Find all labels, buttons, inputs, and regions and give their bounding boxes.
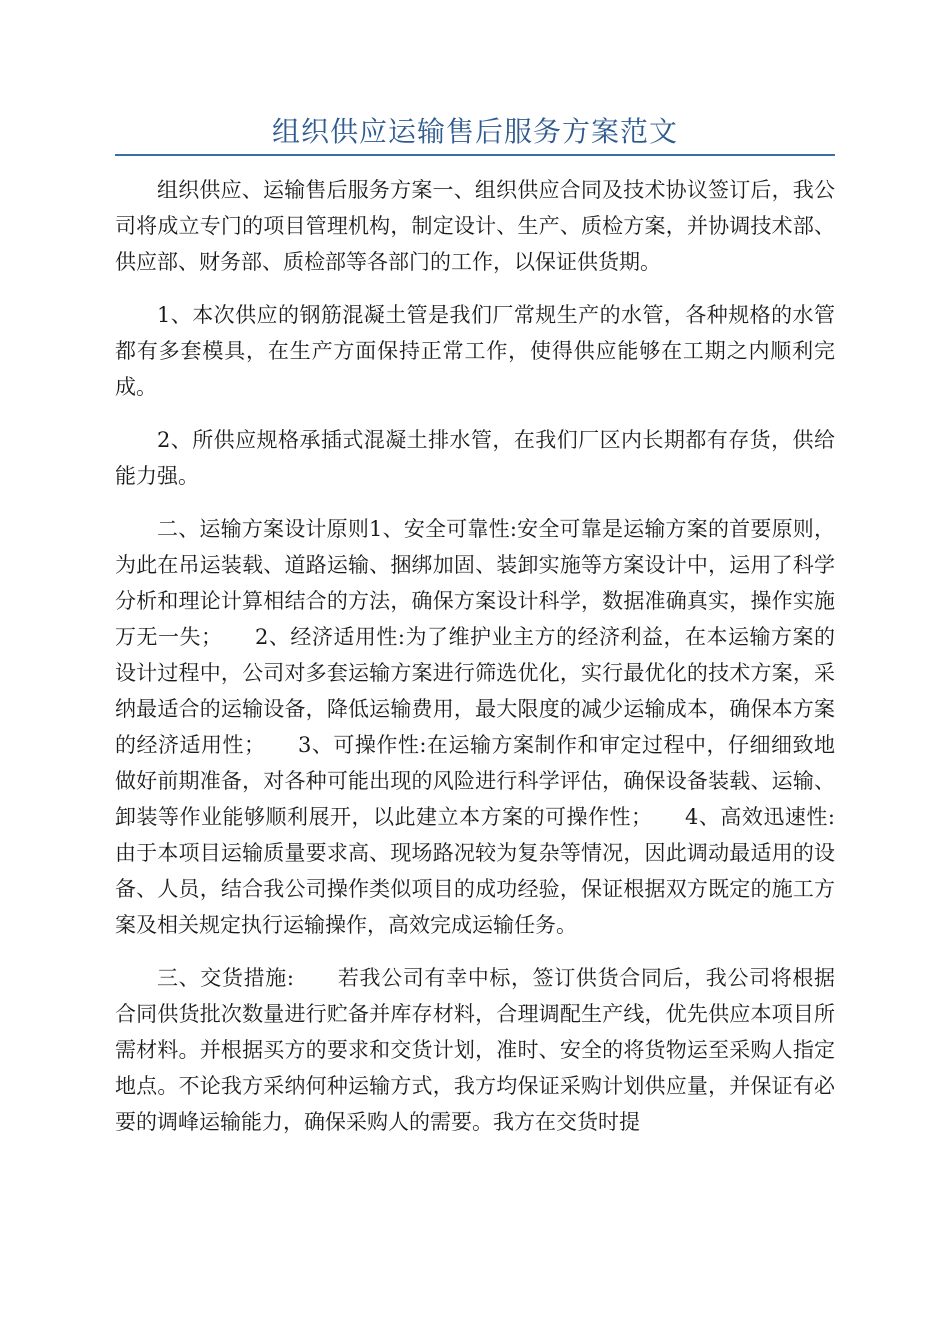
paragraph-delivery-measures: 三、交货措施: 若我公司有幸中标，签订供货合同后，我公司将根据合同供货批次数量进行贮备并库存材料，合理调配生产线，优先供应本项目所需材料。并根据买方的要求和交货计划，准时、安全的将货物运至采购人指定地点。不论我方采纳何种运输方式，我方均保证采购计划供应量，并保证有必要的调峰运输能力，确保采购人的需要。我方在交货时提 [115, 966, 835, 1134]
document-body [115, 172, 835, 1157]
paragraph-transport-principles: 二、运输方案设计原则1、安全可靠性:安全可靠是运输方案的首要原则，为此在吊运装载、道路运输、捆绑加固、装卸实施等方案设计中，运用了科学分析和理论计算相结合的方法，确保方案设计科学，数据准确真实，操作实施万无一失； 2、经济适用性:为了维护业主方的经济利益，在本运输方案的设计过程中，公司对多套运输方案进行筛选优化，实行最优化的技术方案，采纳最适合的运输设备，降低运输费用，最大限度的减少运输成本，确保本方案的经济适用性； 3、可操作性:在运输方案制作和审定过程中，仔细细致地做好前期准备，对各种可能出现的风险进行科学评估，确保设备装载、运输、卸装等作业能够顺利展开，以此建立本方案的可操作性； 4、高效迅速性:由于本项目运输质量要求高、现场路况较为复杂等情况，因此调动最适用的设备、人员，结合我公司操作类似项目的成功经验，保证根据双方既定的施工方案及相关规定执行运输操作，高效完成运输任务。 [115, 517, 835, 937]
paragraph-intro: 组织供应、运输售后服务方案一、组织供应合同及技术协议签订后，我公司将成立专门的项目管理机构，制定设计、生产、质检方案，并协调技术部、供应部、财务部、质检部等各部门的工作，以保证供货期。 [115, 178, 835, 274]
document-title: 组织供应运输售后服务方案范文 [271, 115, 678, 148]
paragraph-item-1: 1、本次供应的钢筋混凝土管是我们厂常规生产的水管，各种规格的水管都有多套模具，在生产方面保持正常工作，使得供应能够在工期之内顺利完成。 [115, 303, 835, 399]
paragraph-item-2: 2、所供应规格承插式混凝土排水管，在我们厂区内长期都有存货，供给能力强。 [115, 428, 835, 488]
title-underline [115, 154, 835, 156]
